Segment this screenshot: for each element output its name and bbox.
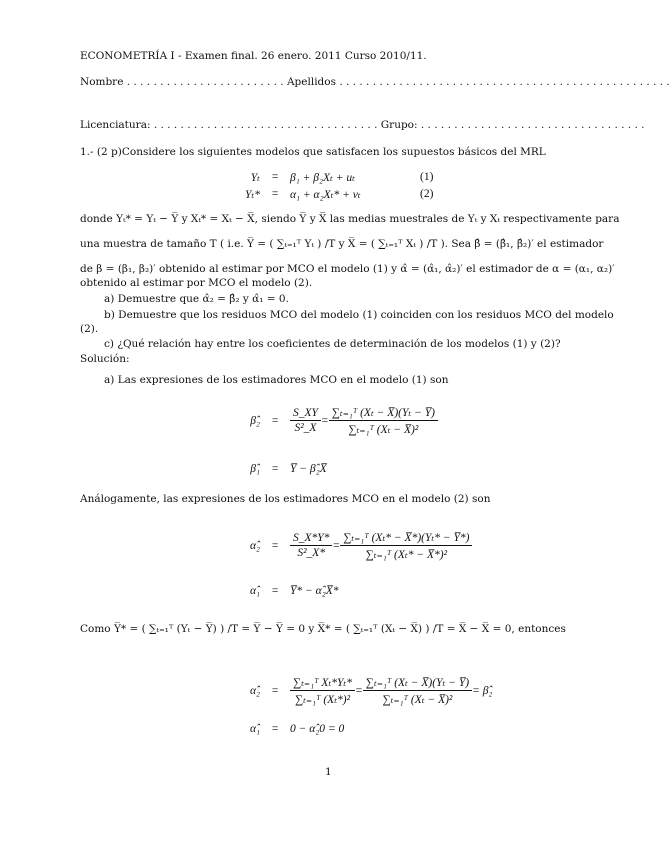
alpha1-lhs: α̂₁ — [249, 585, 260, 597]
denominator: S²_X — [294, 422, 317, 434]
question-part-b-cont: (2). — [80, 323, 99, 335]
numerator: ∑ₜ₌₁ᵀ Xₜ*Yₜ* — [290, 675, 355, 691]
equation-2: Yₜ* = α₁ + α₂Xₜ* + vₜ (2) — [220, 187, 433, 201]
alpha2-hat-equation: α̂₂ = $\frac{S\_X*Y*}{\text{S²\_X*}}$ = $\frac{\text{∑ₜ₌₁ᵀ (Xₜ* − X̅*)(Yₜ* − Y̅*)}}{\text{∑ₜ₌₁ᵀ (Xₜ* − X̅*)²}}$ — [220, 530, 472, 561]
como-line: Como Y̅* = ( ∑ₜ₌₁ᵀ (Yₜ − Y̅) ) /T = Y̅ − Y̅ = 0 y X̅* = ( ∑ₜ₌₁ᵀ (Xₜ − X̅) ) /T = X̅ − X̅ = 0, entonces — [80, 623, 566, 635]
fraction-sxy — [290, 407, 321, 434]
eq1-rhs: β₁ + β₂Xₜ + uₜ — [290, 172, 355, 184]
beta2-lhs: β̂₂ — [250, 414, 260, 427]
numerator: ∑ₜ₌₁ᵀ (Xₜ − X̅)(Yₜ − Y̅) — [363, 675, 472, 691]
question-part-a: a) Demuestre que α̂₂ = β̂₂ y α̂₁ = 0. — [104, 293, 289, 305]
fraction-sums-star — [340, 530, 472, 561]
beta1-rhs: Y̅ − β̂₂X̅ — [290, 463, 327, 475]
beta1-lhs: β̂₁ — [250, 463, 260, 475]
alpha2-final-equation: α̂₂ = $\frac{\text{∑ₜ₌₁ᵀ Xₜ*Yₜ*}}{\text{∑ₜ₌₁ᵀ (Xₜ*)²}}$ = $\frac{\text{∑ₜ₌₁ᵀ (Xₜ − X̅)(Yₜ − Y̅)}}{\text{∑ₜ₌₁ᵀ (Xₜ − X̅)²}}$ = β̂₂ — [220, 675, 492, 706]
equation-1: Yₜ = β₁ + β₂Xₜ + uₜ (1) — [220, 170, 433, 184]
eq1-number: (1) — [420, 171, 434, 183]
eq2-rhs: α₁ + α₂Xₜ* + vₜ — [290, 189, 361, 201]
alpha1-hat-equation: α̂₁ = Y̅* − α̂₂X̅* — [220, 585, 338, 597]
page-number: 1 — [325, 766, 332, 778]
alpha1-rhs: Y̅* − α̂₂X̅* — [290, 585, 339, 597]
degree-group-line: Licenciatura: . . . . . . . . . . . . . . . . . . . . . . . . . . . . . . . . . . Grupo: . . . . . . . . . . . . . . . . . . . . . . . . . . . . . . . . . . — [80, 119, 645, 131]
analog-intro: Análogamente, las expresiones de los estimadores MCO en el modelo (2) son — [80, 493, 491, 505]
beta1-hat-equation: β̂₁ = Y̅ − β̂₂X̅ — [220, 463, 327, 475]
question-part-c: c) ¿Qué relación hay entre los coeficientes de determinación de los modelos (1) y (2)? — [104, 338, 561, 350]
question-text-line3: de β = (β₁, β₂)′ obtenido al estimar por MCO el modelo (1) y α̂ = (α̂₁, α̂₂)′ el estimador de α = (α₁, α₂)′ — [80, 263, 615, 275]
question-text-line4: obtenido al estimar por MCO el modelo (2). — [80, 277, 313, 289]
question-text-line2: una muestra de tamaño T ( i.e. Y̅ = ( ∑ₜ₌₁ᵀ Yₜ ) /T y X̅ = ( ∑ₜ₌₁ᵀ Xₜ ) /T ). Sea β̂ = (β̂₁, β̂₂)′ el estimador — [80, 238, 604, 250]
eq1-lhs: Yₜ — [250, 172, 260, 184]
denominator: ∑ₜ₌₁ᵀ (Xₜ*)² — [294, 694, 351, 706]
numerator: ∑ₜ₌₁ᵀ (Xₜ* − X̅*)(Yₜ* − Y̅*) — [340, 530, 472, 546]
fraction-star-products — [290, 675, 355, 706]
numerator: S_X*Y* — [290, 532, 332, 546]
eq2-lhs: Yₜ* — [245, 189, 260, 201]
denominator: ∑ₜ₌₁ᵀ (Xₜ* − X̅*)² — [365, 549, 448, 561]
alpha1-final-lhs: α̂₁ — [249, 723, 260, 735]
denominator: S²_X* — [297, 547, 326, 559]
solution-a-intro: a) Las expresiones de los estimadores MCO en el modelo (1) son — [104, 374, 449, 386]
question-intro: 1.- (2 p)Considere los siguientes modelos que satisfacen los supuestos básicos del MRL — [80, 146, 546, 158]
solution-label: Solución: — [80, 353, 130, 365]
question-text-line1: donde Yₜ* = Yₜ − Y̅ y Xₜ* = Xₜ − X̅, siendo Y̅ y X̅ las medias muestrales de Yₜ y Xₜ respectivamente para — [80, 213, 620, 225]
fraction-sums — [329, 405, 438, 436]
fraction-deviations — [363, 675, 472, 706]
alpha2-final-lhs: α̂₂ — [249, 684, 260, 697]
numerator: S_XY — [290, 407, 321, 421]
denominator: ∑ₜ₌₁ᵀ (Xₜ − X̅)² — [348, 424, 419, 436]
denominator: ∑ₜ₌₁ᵀ (Xₜ − X̅)² — [382, 694, 453, 706]
alpha1-final-rhs: 0 − α̂₂0 = 0 — [290, 723, 345, 735]
alpha1-final-equation: α̂₁ = 0 − α̂₂0 = 0 — [220, 723, 344, 735]
name-field-line: Nombre . . . . . . . . . . . . . . . . . . . . . . . . Apellidos . . . . . . . . . . . . . . . . . . . . . . . . . . . . . . . . . . . . . . . . . . . . . . . . . . — [80, 76, 670, 88]
question-part-b: b) Demuestre que los residuos MCO del modelo (1) coinciden con los residuos MCO del modelo — [104, 309, 614, 321]
fraction-sxy-star — [290, 532, 332, 559]
beta2-hat-equation: β̂₂ = $\frac{S\_XY}{\text{S²\_X}}$ = $\frac{\text{∑ₜ₌₁ᵀ (Xₜ − X̅)(Yₜ − Y̅)}}{\text{∑ₜ₌₁ᵀ (Xₜ − X̅)²}}$ — [220, 405, 438, 436]
alpha2-final-result: = β̂₂ — [472, 684, 493, 697]
alpha2-lhs: α̂₂ — [249, 539, 260, 552]
numerator: ∑ₜ₌₁ᵀ (Xₜ − X̅)(Yₜ − Y̅) — [329, 405, 438, 421]
exam-title: ECONOMETRÍA I - Examen final. 26 enero. 2011 Curso 2010/11. — [80, 50, 427, 62]
eq2-number: (2) — [420, 188, 434, 200]
